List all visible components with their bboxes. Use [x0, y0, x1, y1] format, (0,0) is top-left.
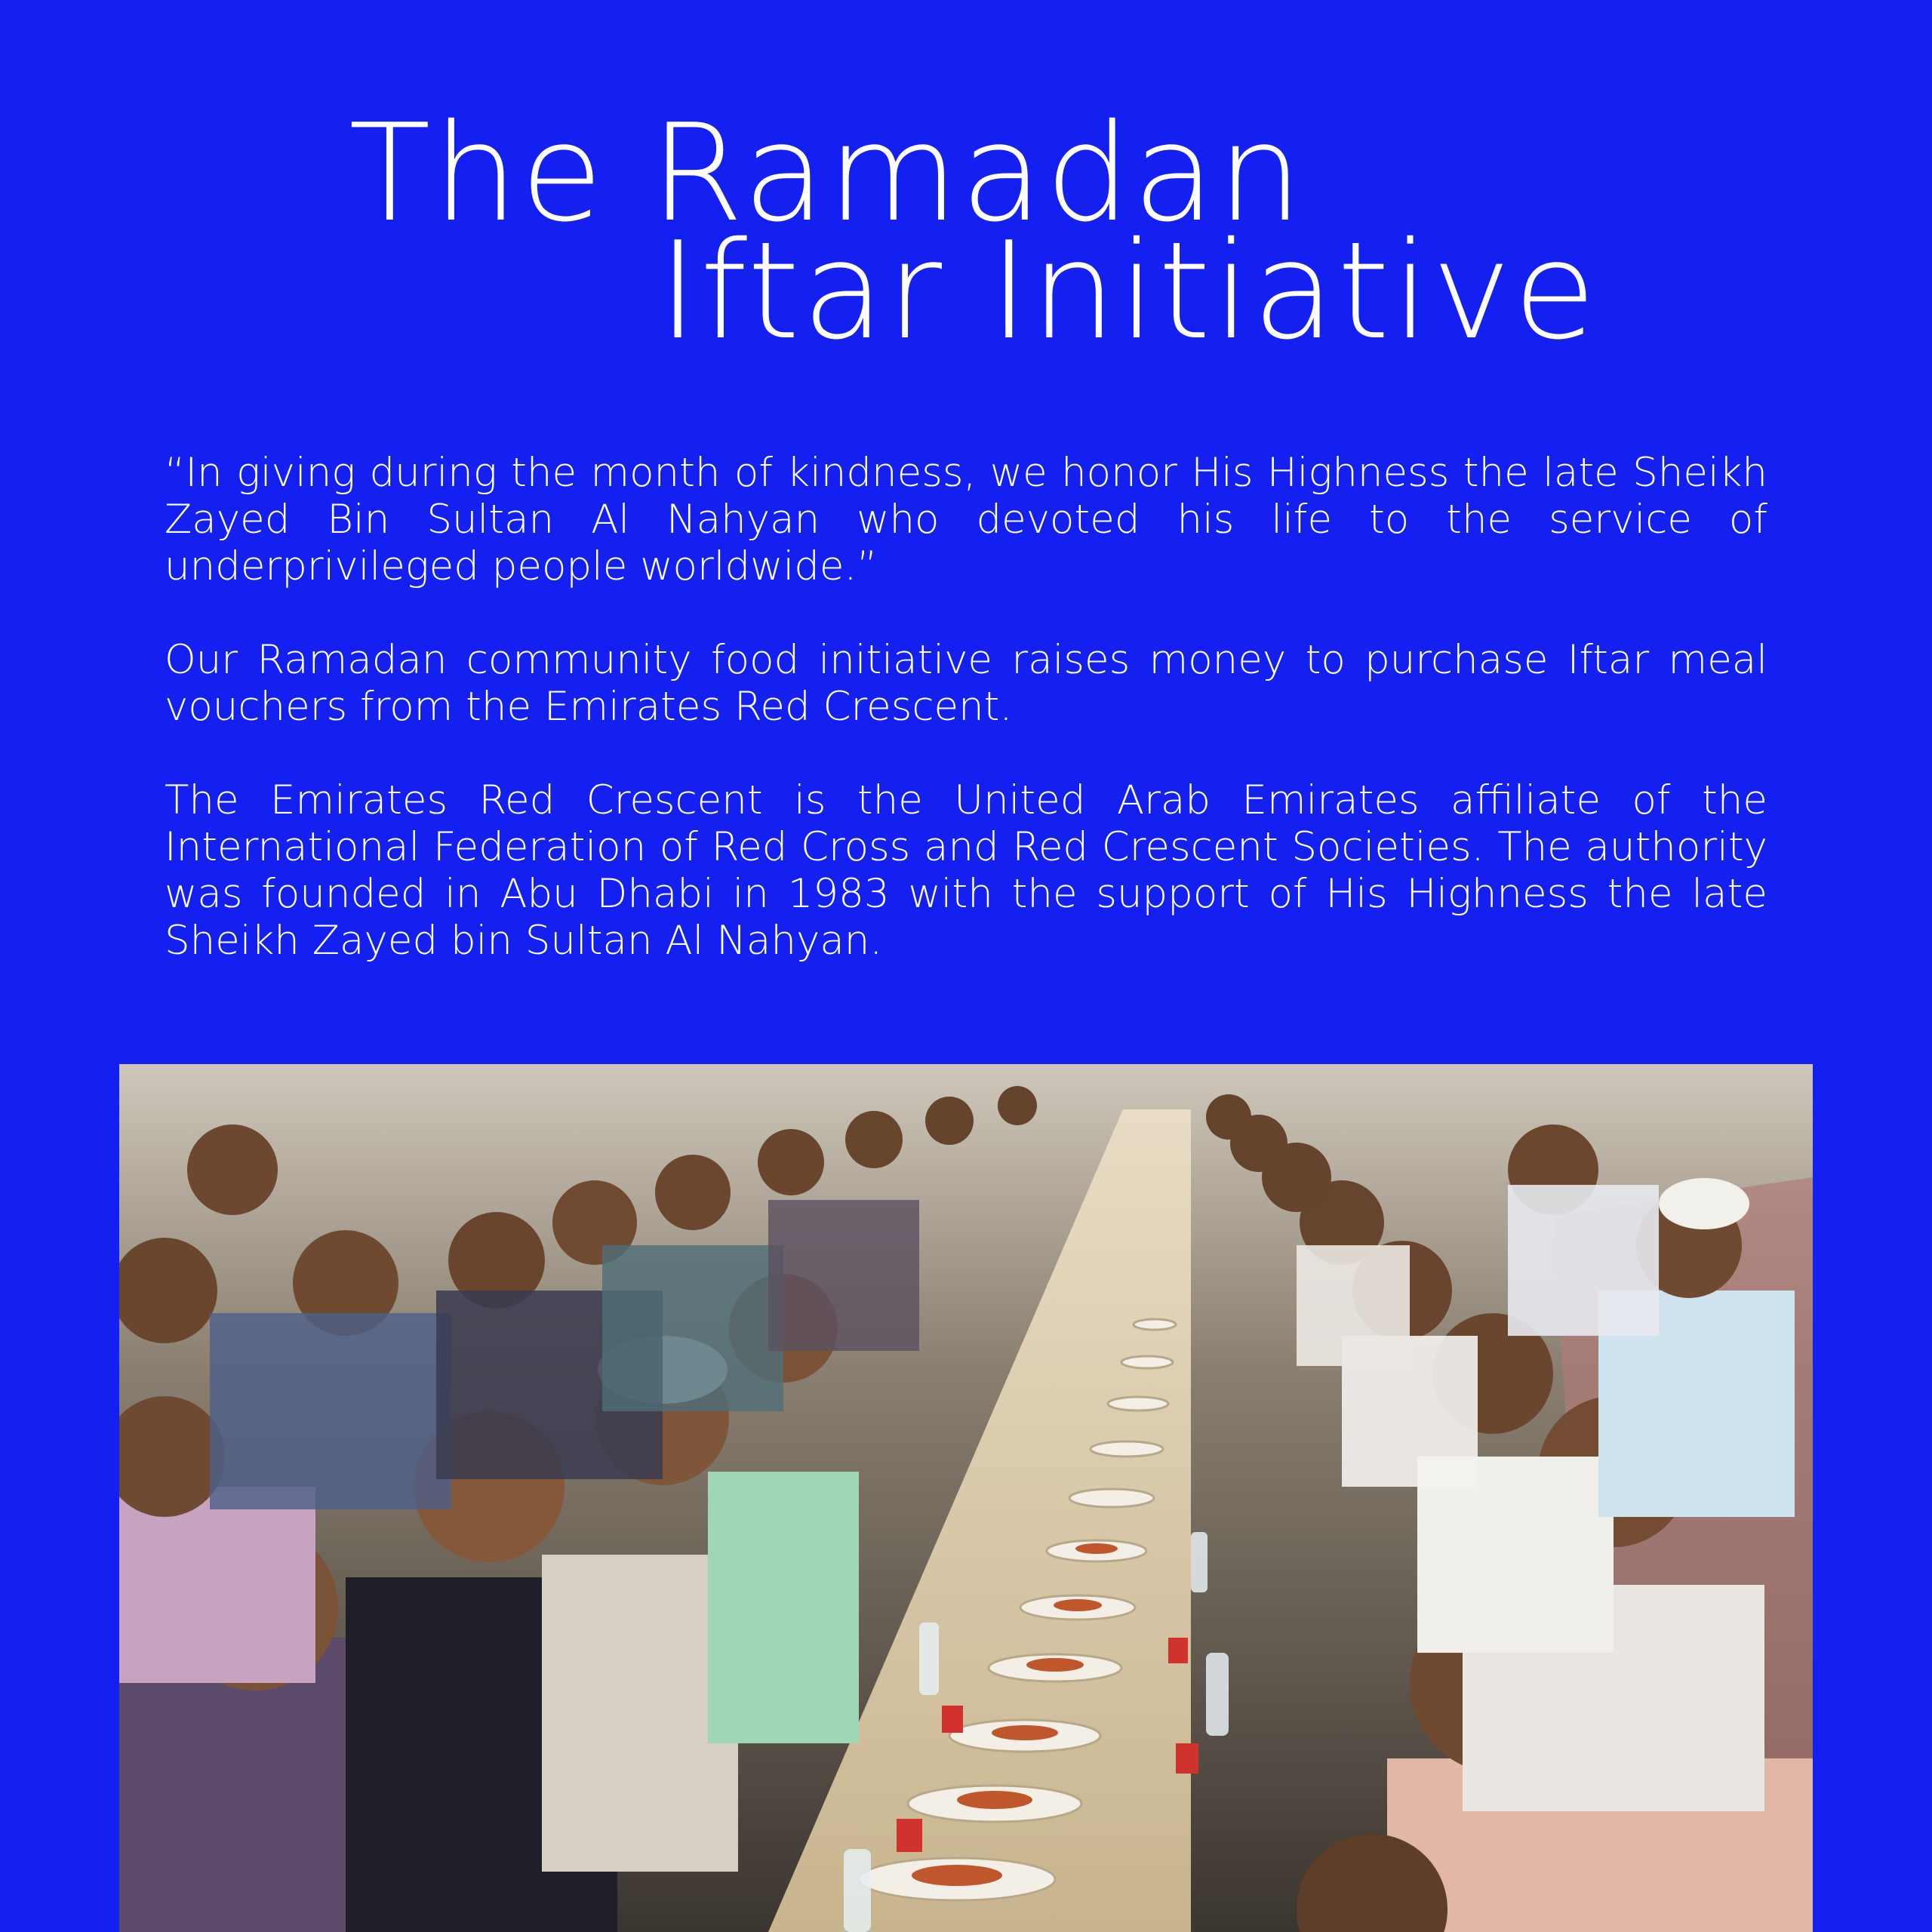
- title-line-1: The Ramadan: [349, 95, 1305, 251]
- initiative-paragraph: Our Ramadan community food initiative raises money to purchase Iftar meal vouchers from the Emirates Red Crescent.: [165, 637, 1767, 730]
- iftar-gathering-photo: [119, 1064, 1813, 1932]
- title-line-2: Iftar Initiative: [658, 213, 1598, 369]
- quote-paragraph: “In giving during the month of kindness, we honor His Highness the late Sheikh Zayed Bin Sultan Al Nahyan who devoted his life to the service of underprivileged people worldwide.”: [165, 450, 1767, 589]
- red-crescent-paragraph: The Emirates Red Crescent is the United Arab Emirates affiliate of the International Federation of Red Cross and Red Crescent Societies. The authority was founded in Abu Dhabi in 1983 with the support of His Highness the late Sheikh Zayed bin Sultan Al Nahyan.: [165, 777, 1767, 964]
- body-text: [165, 450, 1767, 964]
